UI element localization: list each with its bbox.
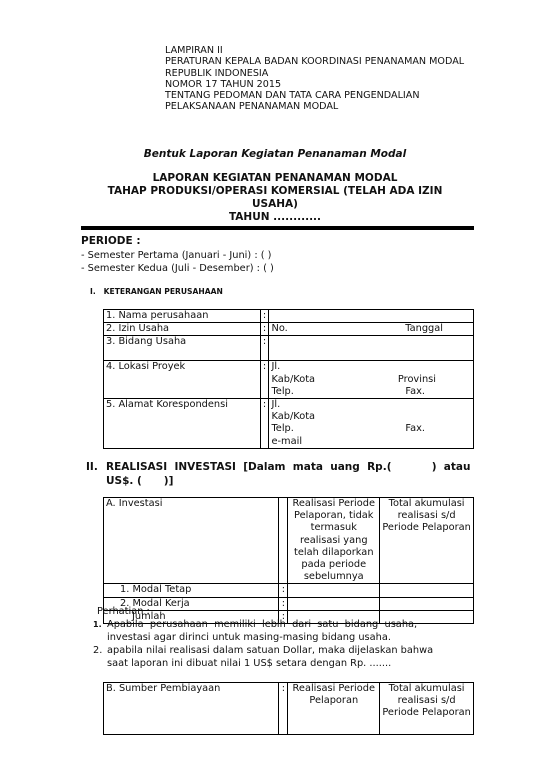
- report-title-line: LAPORAN KEGIATAN PENANAMAN MODAL: [152, 172, 398, 184]
- alamat-jl: Jl.: [271, 399, 281, 411]
- header-line: TENTANG PEDOMAN DAN TATA CARA PENGENDALIAN: [165, 90, 420, 102]
- value-cell: [269, 361, 474, 399]
- colon: :: [279, 610, 288, 623]
- periode-label: PERIODE :: [81, 235, 141, 247]
- note-line: investasi agar dirinci untuk masing-masing bidang usaha.: [107, 631, 391, 643]
- lokasi-kab: Kab/Kota: [271, 373, 316, 385]
- note-1-number: 1.: [93, 620, 102, 629]
- colon: :: [260, 361, 269, 399]
- semester-option-2: - Semester Kedua (Juli - Desember) : ( ): [81, 263, 274, 274]
- lokasi-prov: Provinsi: [397, 373, 436, 385]
- notes-heading: Perhatian :: [97, 606, 150, 617]
- value-cell: [269, 310, 474, 323]
- value-cell: [288, 597, 380, 610]
- alamat-telp: Telp.: [271, 423, 294, 435]
- row-label: 5. Alamat Korespondensi: [104, 399, 261, 449]
- title-divider: [81, 226, 474, 230]
- header-sumber-pembiayaan: B. Sumber Pembiayaan: [104, 683, 279, 735]
- semester-option-1: - Semester Pertama (Januari - Juni) : ( ): [81, 250, 272, 261]
- note-line: saat laporan ini dibuat nilai 1 US$ setara dengan Rp. .......: [107, 657, 392, 669]
- value-cell: [380, 597, 474, 610]
- value-cell: [380, 584, 474, 597]
- alamat-kab: Kab/Kota: [271, 411, 316, 423]
- header-line: PERATURAN KEPALA BADAN KOORDINASI PENANAMAN MODAL: [165, 56, 465, 68]
- colon: :: [260, 310, 269, 323]
- form-title: Bentuk Laporan Kegiatan Penanaman Modal: [143, 148, 407, 160]
- table-row: [104, 323, 474, 336]
- header-spacer: [279, 498, 288, 584]
- note-line: apabila nilai realisasi dalam satuan Dollar, maka dijelaskan bahwa: [107, 645, 434, 656]
- report-title: [0, 172, 550, 224]
- lokasi-fax: Fax.: [405, 385, 425, 397]
- header-line: NOMOR 17 TAHUN 2015: [165, 78, 282, 90]
- table-row: [104, 336, 474, 361]
- table-row: [104, 584, 474, 597]
- lokasi-jl: Jl.: [271, 361, 281, 373]
- row-label: 2. Izin Usaha: [104, 323, 261, 336]
- section-1-heading: I. KETERANGAN PERUSAHAAN: [90, 287, 223, 296]
- lokasi-telp: Telp.: [271, 385, 294, 397]
- colon: :: [279, 584, 288, 597]
- colon: :: [279, 683, 288, 735]
- section-2-heading-line: REALISASI INVESTASI [Dalam mata uang Rp.( ) atau: [106, 461, 471, 473]
- row-label: 2. Modal Kerja: [104, 597, 279, 610]
- table-row: [104, 361, 474, 399]
- section-2-heading: [106, 460, 474, 488]
- header-realisasi-periode: Realisasi Periode Pelaporan, tidak termasuk realisasi yang telah dilaporkan pada periode sebelumnya: [288, 498, 380, 584]
- alamat-email: e-mail: [271, 435, 303, 447]
- izin-tanggal: Tanggal: [405, 323, 443, 335]
- izin-no: No.: [271, 323, 288, 335]
- report-title-line: USAHA): [252, 198, 298, 210]
- row-label: 4. Lokasi Proyek: [104, 361, 261, 399]
- company-info-table: [103, 309, 474, 449]
- header-line: PELAKSANAAN PENANAMAN MODAL: [165, 101, 339, 113]
- value-cell: [269, 323, 474, 336]
- colon: :: [260, 399, 269, 449]
- header-realisasi-periode: Realisasi Periode Pelaporan: [288, 683, 380, 735]
- table-header-row: [104, 498, 474, 584]
- note-2-number: 2.: [93, 645, 103, 656]
- header-line: REPUBLIK INDONESIA: [165, 67, 269, 79]
- section-2-heading-line: US$. ( )]: [106, 475, 174, 487]
- note-line: Apabila perusahaan memiliki lebih dari satu bidang usaha,: [107, 619, 418, 630]
- note-2: [107, 645, 474, 671]
- row-label: Jumlah: [104, 610, 279, 623]
- value-cell: [269, 336, 474, 361]
- table-header-row: [104, 683, 474, 735]
- value-cell: [288, 584, 380, 597]
- report-title-line: TAHUN ............: [228, 211, 322, 223]
- colon: :: [260, 336, 269, 361]
- header-investasi: A. Investasi: [104, 498, 279, 584]
- investment-table: [103, 497, 474, 624]
- regulation-header: [165, 45, 464, 113]
- header-total-akumulasi: Total akumulasi realisasi s/d Periode Pelaporan: [380, 683, 474, 735]
- header-total-akumulasi: Total akumulasi realisasi s/d Periode Pelaporan: [380, 498, 474, 584]
- table-row: [104, 399, 474, 449]
- financing-table: [103, 682, 474, 735]
- header-line: LAMPIRAN II: [165, 45, 223, 56]
- value-cell: [269, 399, 474, 449]
- table-row: [104, 310, 474, 323]
- alamat-fax: Fax.: [405, 423, 425, 435]
- row-label: 3. Bidang Usaha: [104, 336, 261, 361]
- row-label: 1. Nama perusahaan: [104, 310, 261, 323]
- colon: :: [279, 597, 288, 610]
- row-label: 1. Modal Tetap: [104, 584, 279, 597]
- note-1: [107, 619, 474, 645]
- report-title-line: TAHAP PRODUKSI/OPERASI KOMERSIAL (TELAH ADA IZIN: [107, 185, 443, 197]
- table-row: [104, 597, 474, 610]
- section-2-number: II.: [86, 461, 98, 473]
- colon: :: [260, 323, 269, 336]
